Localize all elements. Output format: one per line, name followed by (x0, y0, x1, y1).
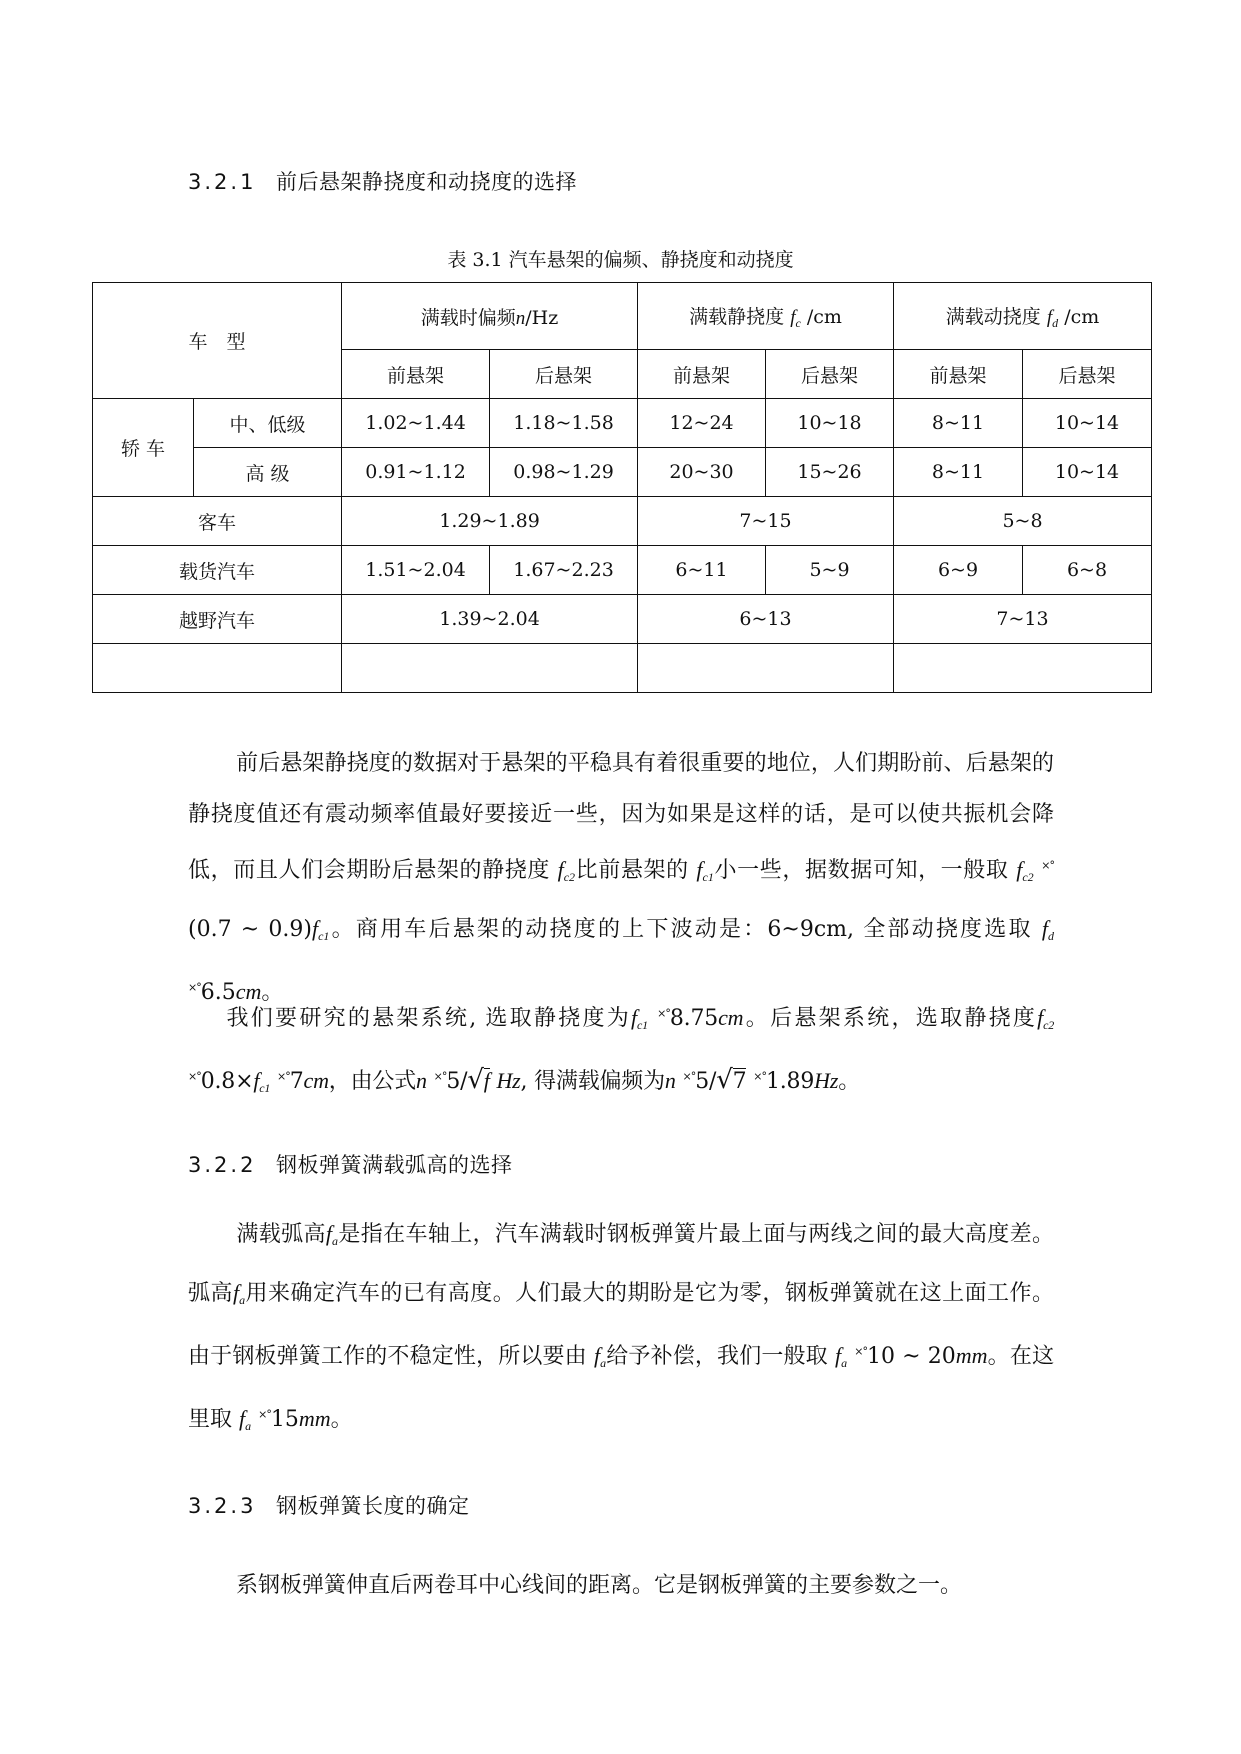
approx-mark: ×° (277, 1070, 290, 1083)
symbol-sub-c1: c1 (318, 929, 330, 943)
symbol-sub-c2: c2 (1043, 1018, 1055, 1032)
approx-mark: ×° (657, 1007, 670, 1020)
table-cell: 1.67~2.23 (490, 546, 638, 595)
math-value: 15 (270, 1407, 299, 1432)
paragraph-natural-frequency: 我们要研究的悬架系统, 选取静挠度为$f_{c1}$ ×°8.75cm。后悬架系统，选取静挠度$f_{c2}$ $^{\times^\circ}0.8\times f_{c1}$ ×°7cm，由公式n ×°5/√f Hz, 得满载偏频为n ×°5/√7 ×°1.89Hz。 (188, 1005, 1055, 1095)
header-frequency-label: 满载时偏频 (420, 306, 516, 329)
table-cell: 8~11 (894, 448, 1023, 497)
section-heading-323 (188, 1490, 470, 1520)
symbol-f: f (835, 1343, 842, 1368)
approx-mark: ×° (854, 1345, 867, 1358)
paragraph-spring-length (188, 1560, 1054, 1611)
symbol-n: n (416, 1068, 427, 1093)
section-title: 钢板弹簧长度的确定 (276, 1494, 470, 1518)
row-label: 中、低级 (194, 399, 342, 448)
table-cell-empty (894, 644, 1152, 693)
paragraph-text: 。 (330, 1407, 353, 1432)
header-front: 前悬架 (342, 350, 490, 399)
table-cell: 7~13 (894, 595, 1152, 644)
math-value: 5 (446, 1069, 461, 1094)
math-value: 5 (695, 1069, 710, 1094)
paragraph-text: 我们要研究的悬架系统, 选取静挠度为 (224, 1006, 632, 1031)
approx-mark: ×° (682, 1070, 696, 1083)
header-rear: 后悬架 (1023, 350, 1152, 399)
paragraph-text: 前后悬架静挠度的数据对于悬架的平稳具有着很重要的地位，人们期盼前、后悬架的静挠度值还有震动频率值最好要接近一些，因为如果是这样的话，是可以使共振机会降低，而且人们会期盼后悬架的静挠度 (188, 751, 1054, 883)
header-dynamic-label: 满载动挠度 (945, 305, 1041, 328)
approx-mark: ×° (753, 1070, 766, 1083)
row-group-car: 轿 车 (93, 399, 194, 497)
approx-mark: ×° (188, 981, 201, 994)
symbol-f: f (557, 857, 564, 882)
table-cell: 1.29~1.89 (342, 497, 638, 546)
table-row (93, 399, 1152, 448)
table-row (93, 595, 1152, 644)
header-front: 前悬架 (638, 350, 766, 399)
row-label: 越野汽车 (93, 595, 342, 644)
table-row-empty (93, 644, 1152, 693)
symbol-f: f (790, 306, 796, 328)
symbol-f: f (325, 1221, 332, 1246)
math-unit: Hz (496, 1068, 521, 1093)
table-cell-empty (638, 644, 894, 693)
symbol-sub-a: a (245, 1419, 252, 1433)
approx-mark: ×° (188, 1070, 201, 1083)
paragraph-text: 给予补偿，我们一般取 (606, 1344, 828, 1369)
table-cell: 0.91~1.12 (342, 448, 490, 497)
paragraph-text: 是指在车轴上，汽车满载时钢板弹簧片最上面与两线之间的最大高度差。弧高 (188, 1222, 1054, 1306)
symbol-f: f (1037, 1005, 1044, 1030)
symbol-n: n (515, 307, 526, 329)
table-row (93, 546, 1152, 595)
symbol-sub-a: a (841, 1356, 848, 1370)
table-cell: 0.98~1.29 (490, 448, 638, 497)
paragraph-text: 系钢板弹簧伸直后两卷耳中心线间的距离。它是钢板弹簧的主要参数之一。 (236, 1573, 963, 1598)
header-static-label: 满载静挠度 (689, 305, 785, 328)
math-value: 8.75 (669, 1006, 719, 1031)
approx-mark: ×° (1041, 859, 1054, 872)
symbol-sub-a: a (239, 1293, 246, 1307)
symbol-f: f (593, 1343, 601, 1368)
table-cell: 8~11 (894, 399, 1023, 448)
symbol-sub-d: d (1048, 929, 1054, 943)
symbol-sub-d: d (1052, 315, 1059, 330)
header-rear: 后悬架 (490, 350, 638, 399)
math-unit: cm (235, 979, 262, 1004)
symbol-sub-c2: c2 (563, 870, 576, 884)
math-unit: mm (955, 1343, 988, 1368)
section-number: 3.2.1 (188, 170, 257, 194)
symbol-f: f (253, 1068, 260, 1093)
table-cell: 10~14 (1023, 448, 1152, 497)
table-caption: 表 3.1 汽车悬架的偏频、静挠度和动挠度 (447, 249, 794, 271)
math-value: 10 ~ 20 (867, 1344, 956, 1369)
table-row (93, 448, 1152, 497)
header-static-unit: /cm (806, 305, 842, 328)
symbol-sub-c1: c1 (636, 1018, 648, 1032)
table-cell: 1.51~2.04 (342, 546, 490, 595)
row-label: 客车 (93, 497, 342, 546)
paragraph-text: 。 (838, 1069, 861, 1094)
symbol-f: f (483, 1068, 490, 1093)
symbol-sub-c: c (795, 315, 801, 330)
paragraph-text: 满载弧高 (236, 1222, 326, 1247)
table-cell: 6~8 (1023, 546, 1152, 595)
table-cell: 10~18 (766, 399, 894, 448)
symbol-f: f (631, 1005, 637, 1030)
paragraph-text: 。商用车后悬架的动挠度的上下波动是：6~9cm, 全部动挠度选取 (329, 917, 1033, 942)
table-cell: 7~15 (638, 497, 894, 546)
row-label: 高 级 (194, 448, 342, 497)
section-title: 钢板弹簧满载弧高的选择 (276, 1153, 513, 1177)
paragraph-static-deflection (188, 738, 1054, 1018)
table-cell: 1.02~1.44 (342, 399, 490, 448)
symbol-sub-a: a (332, 1234, 338, 1248)
symbol-f: f (1041, 916, 1048, 941)
paragraph-text: 比前悬架的 (575, 858, 689, 883)
math-unit: Hz (814, 1068, 839, 1093)
math-value: 1.89 (765, 1069, 815, 1094)
symbol-n: n (664, 1068, 676, 1093)
section-title: 前后悬架静挠度和动挠度的选择 (276, 170, 577, 194)
table-cell: 5~8 (894, 497, 1152, 546)
symbol-f: f (1016, 857, 1023, 882)
table-cell-empty (342, 644, 638, 693)
approx-mark: ×° (433, 1070, 447, 1083)
math-value: 7 (732, 1069, 747, 1094)
table-cell: 15~26 (766, 448, 894, 497)
suspension-table (92, 282, 1152, 693)
approx-mark: ×° (258, 1408, 271, 1421)
symbol-sub-a: a (600, 1356, 607, 1370)
section-heading-322 (188, 1149, 513, 1179)
symbol-sub-c2: c2 (1022, 870, 1034, 884)
paragraph-text: 小一些，据数据可知，一般取 (713, 858, 1009, 883)
table-cell: 1.18~1.58 (490, 399, 638, 448)
symbol-f: f (232, 1280, 240, 1305)
symbol-sub-c1: c1 (702, 870, 714, 884)
table-cell: 6~11 (638, 546, 766, 595)
paragraph-arc-height (188, 1208, 1054, 1452)
paragraph-text: , 得满载偏频为 (520, 1069, 665, 1094)
table-cell: 12~24 (638, 399, 766, 448)
header-static-deflection (638, 283, 894, 350)
header-dynamic-deflection (894, 283, 1152, 350)
section-number: 3.2.2 (188, 1153, 257, 1177)
math-value: 0.8× (200, 1069, 254, 1094)
symbol-f: f (696, 857, 703, 882)
symbol-f: f (311, 916, 319, 941)
paragraph-text: 。后悬架系统，选取静挠度 (743, 1006, 1038, 1031)
section-heading-321 (188, 166, 577, 196)
header-rear: 后悬架 (766, 350, 894, 399)
math-range: (0.7 ~ 0.9) (188, 917, 312, 942)
paragraph-text: 。在这里取 (188, 1344, 1054, 1432)
symbol-f: f (239, 1406, 246, 1431)
symbol-sub-c1: c1 (259, 1081, 271, 1095)
table-cell: 5~9 (766, 546, 894, 595)
paragraph-text: 。 (261, 980, 284, 1005)
header-frequency (342, 283, 638, 350)
math-value: 6.5 (200, 980, 236, 1005)
table-row (93, 497, 1152, 546)
table-cell-empty (93, 644, 342, 693)
row-label: 载货汽车 (93, 546, 342, 595)
table-cell: 10~14 (1023, 399, 1152, 448)
header-dynamic-unit: /cm (1064, 305, 1100, 328)
math-value: 7 (289, 1069, 304, 1094)
header-front: 前悬架 (894, 350, 1023, 399)
header-frequency-unit: /Hz (525, 306, 559, 329)
section-number: 3.2.3 (188, 1494, 257, 1518)
header-vehicle-type: 车 型 (93, 283, 342, 399)
table-cell: 20~30 (638, 448, 766, 497)
table-cell: 6~13 (638, 595, 894, 644)
math-unit: cm (303, 1068, 329, 1093)
symbol-f: f (1046, 306, 1053, 328)
math-unit: cm (718, 1005, 744, 1030)
paragraph-text: ，由公式 (328, 1069, 416, 1094)
table-cell: 6~9 (894, 546, 1023, 595)
table-cell: 1.39~2.04 (342, 595, 638, 644)
math-unit: mm (298, 1406, 331, 1431)
paragraph-text: 用来确定汽车的已有高度。人们最大的期盼是它为零，钢板弹簧就在这上面工作。由于钢板弹簧工作的不稳定性，所以要由 (188, 1281, 1054, 1369)
